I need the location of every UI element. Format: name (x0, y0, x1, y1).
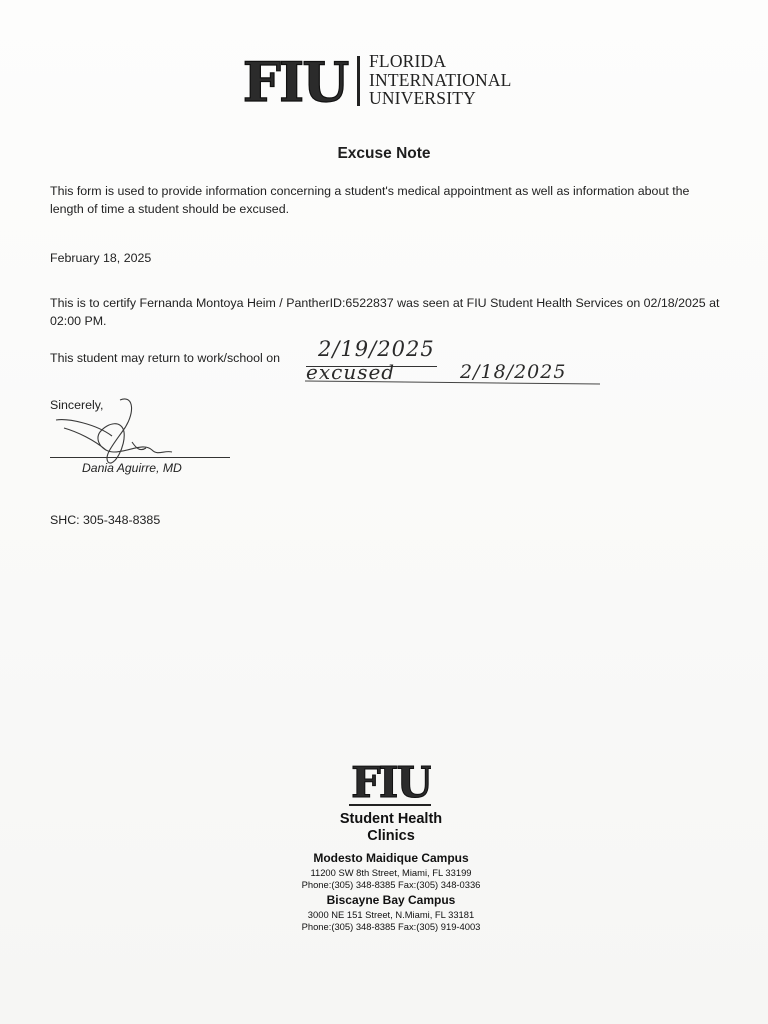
letter-date: February 18, 2025 (50, 251, 152, 265)
footer-title-line-1: Student Health (339, 811, 443, 827)
footer-title (0, 811, 768, 845)
university-line-1: FLORIDA (369, 51, 447, 71)
campus-1-address: 11200 SW 8th Street, Miami, FL 33199 (310, 867, 472, 878)
campus-2-address: 3000 NE 151 Street, N.Miami, FL 33181 (307, 909, 475, 920)
certify-paragraph: This is to certify Fernanda Montoya Heim / PantherID:6522837 was seen at FIU Student Health Services on 02/18/2025 at 02:00 PM. (50, 296, 720, 328)
footer-fiu-logo (351, 760, 431, 800)
fiu-logo-mark (237, 54, 353, 106)
university-name (369, 52, 512, 108)
intro-paragraph: This form is used to provide information concerning a student's medical appointment as well as information about the length of time a student should be excused. (50, 184, 690, 216)
campus-2-phones: Phone:(305) 348-8385 Fax:(305) 919-4003 (301, 921, 481, 932)
footer-title-line-2: Clinics (367, 828, 415, 844)
logo-letters: FIU (242, 54, 348, 106)
signer-name: Dania Aguirre, MD (82, 461, 182, 475)
handwritten-excused-word: excused (306, 360, 396, 384)
university-line-3: UNIVERSITY (369, 88, 476, 108)
campus-2-name: Biscayne Bay Campus (326, 893, 456, 907)
university-line-2: INTERNATIONAL (369, 69, 512, 90)
campus-1-name: Modesto Maidique Campus (313, 851, 469, 865)
closing: Sincerely, (50, 398, 104, 412)
shc-phone: SHC: 305-348-8385 (50, 513, 161, 527)
logo-divider (357, 56, 360, 106)
return-label: This student may return to work/school on (50, 351, 281, 365)
page-title: Excuse Note (337, 145, 431, 162)
handwritten-return-date: 2/19/2025 (318, 337, 435, 361)
handwritten-excused-date: 2/18/2025 (460, 361, 567, 383)
campus-1-phones: Phone:(305) 348-8385 Fax:(305) 348-0336 (301, 879, 481, 890)
footer-logo-rule (349, 804, 431, 806)
signature-line (50, 457, 230, 458)
footer-logo-letters: FIU (351, 760, 431, 800)
